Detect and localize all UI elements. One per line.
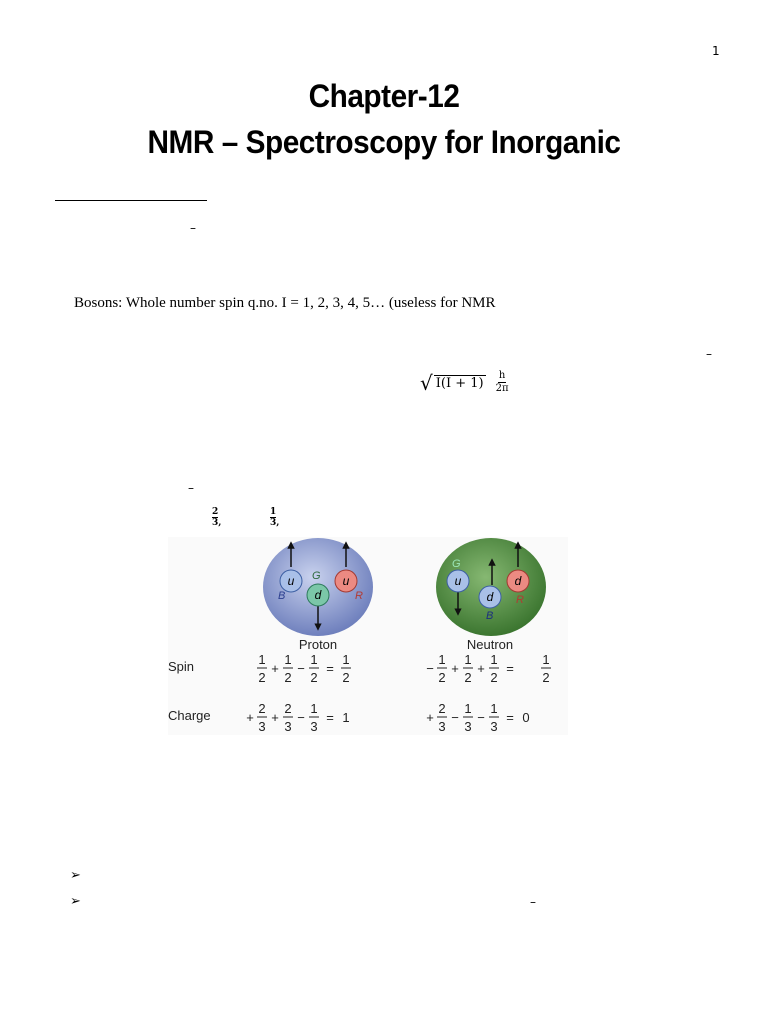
svg-text:B: B: [486, 610, 494, 622]
svg-text:1: 1: [342, 652, 350, 667]
svg-text:+: +: [477, 661, 485, 676]
bosons-line: Bosons: Whole number spin q.no. I = 1, 2, 3, 4, 5… (useless for NMR: [74, 295, 496, 311]
bullet-marker: ➢: [70, 894, 81, 909]
neutron-label: Neutron: [466, 637, 514, 652]
svg-text:2: 2: [342, 670, 350, 685]
dash-mark: –: [706, 347, 712, 361]
svg-text:d: d: [514, 574, 522, 588]
dash-mark: –: [190, 221, 196, 235]
proton-spin-equation: [257, 652, 351, 685]
svg-text:2: 2: [542, 670, 550, 685]
svg-text:=: =: [326, 661, 334, 676]
h-over-2pi: [496, 370, 509, 395]
frac-numerator: h: [498, 370, 506, 381]
down-charge-num: 1: [270, 507, 277, 517]
svg-text:−: −: [477, 710, 485, 725]
quark-figure-svg: [168, 537, 568, 735]
svg-text:=: =: [326, 710, 334, 725]
svg-text:3: 3: [284, 719, 292, 734]
svg-text:2: 2: [438, 670, 446, 685]
svg-text:1: 1: [464, 652, 472, 667]
neutron-spin-equation: [426, 652, 551, 685]
svg-text:+: +: [271, 710, 279, 725]
svg-text:2: 2: [284, 670, 292, 685]
svg-text:3: 3: [438, 719, 446, 734]
proton-neutron-quark-figure: [168, 537, 568, 735]
down-charge-den: 3: [270, 518, 277, 528]
svg-text:−: −: [451, 710, 459, 725]
svg-text:2: 2: [310, 670, 318, 685]
svg-text:1: 1: [542, 652, 550, 667]
sqrt-symbol: √: [420, 370, 433, 395]
svg-text:G: G: [312, 570, 321, 582]
svg-text:1: 1: [490, 652, 498, 667]
svg-text:1: 1: [310, 652, 318, 667]
svg-text:R: R: [516, 594, 524, 606]
chapter-title: Chapter-12: [308, 78, 460, 114]
svg-text:d: d: [314, 588, 322, 602]
frac-denominator: 2π: [495, 383, 509, 394]
spin-angular-momentum-formula: [420, 370, 509, 395]
svg-text:3: 3: [258, 719, 266, 734]
proton-label: Proton: [298, 637, 338, 652]
svg-text:2: 2: [464, 670, 472, 685]
svg-text:1: 1: [342, 710, 350, 725]
svg-text:2: 2: [258, 670, 266, 685]
svg-text:3: 3: [490, 719, 498, 734]
section-divider: [55, 200, 207, 201]
svg-text:1: 1: [490, 701, 498, 716]
chapter-subtitle: NMR – Spectroscopy for Inorganic: [147, 124, 621, 160]
svg-text:3: 3: [310, 719, 318, 734]
svg-text:−: −: [297, 661, 305, 676]
svg-text:1: 1: [258, 652, 266, 667]
svg-text:R: R: [355, 590, 363, 602]
svg-text:2: 2: [438, 701, 446, 716]
separator: ,: [276, 518, 280, 528]
proton-charge-equation: [246, 701, 349, 734]
svg-text:1: 1: [438, 652, 446, 667]
svg-text:B: B: [278, 590, 286, 602]
up-charge-num: 2: [212, 507, 219, 517]
formula-radicand: I(I + 1): [435, 375, 484, 391]
svg-text:1: 1: [464, 701, 472, 716]
svg-text:−: −: [297, 710, 305, 725]
svg-text:u: u: [454, 574, 462, 588]
dash-mark: –: [188, 481, 194, 495]
svg-text:d: d: [486, 590, 494, 604]
svg-text:3: 3: [464, 719, 472, 734]
svg-text:=: =: [506, 661, 514, 676]
separator: ,: [218, 518, 222, 528]
spin-row-label: Spin: [168, 659, 195, 674]
dash-mark: –: [530, 895, 536, 909]
svg-text:2: 2: [258, 701, 266, 716]
page-number: 1: [712, 44, 720, 58]
svg-text:+: +: [246, 710, 254, 725]
down-quark-charge: [270, 507, 279, 528]
up-quark-charge: [212, 507, 221, 528]
neutron-charge-equation: [426, 701, 529, 734]
svg-text:=: =: [506, 710, 514, 725]
svg-text:2: 2: [490, 670, 498, 685]
svg-text:u: u: [342, 574, 350, 588]
svg-text:1: 1: [310, 701, 318, 716]
svg-text:G: G: [452, 558, 461, 570]
svg-text:+: +: [271, 661, 279, 676]
svg-text:−: −: [426, 661, 434, 676]
bullet-marker: ➢: [70, 868, 81, 883]
charge-row-label: Charge: [168, 708, 211, 723]
svg-text:u: u: [287, 574, 295, 588]
svg-text:2: 2: [284, 701, 292, 716]
svg-text:+: +: [426, 710, 434, 725]
up-charge-den: 3: [212, 518, 219, 528]
svg-text:+: +: [451, 661, 459, 676]
svg-text:1: 1: [284, 652, 292, 667]
svg-text:0: 0: [522, 710, 530, 725]
